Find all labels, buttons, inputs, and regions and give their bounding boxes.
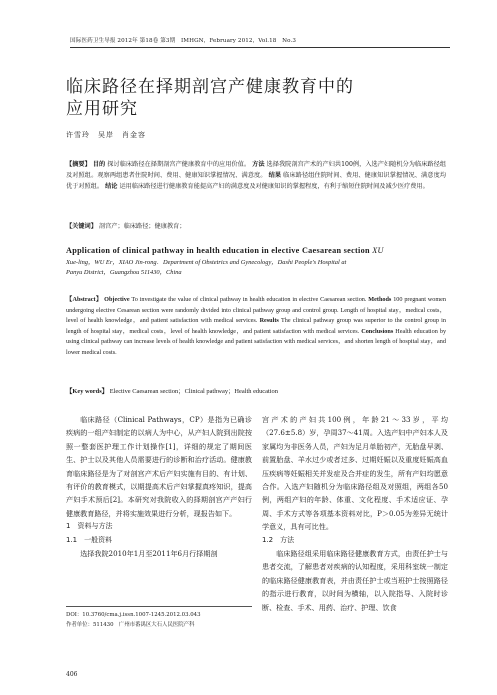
chinese-keywords: [66, 222, 446, 233]
english-keywords: [66, 386, 446, 395]
keywords-label: 【关键词】: [66, 223, 97, 230]
en-keywords-text: Elective Caesarean section；Clinical pathway；Health education: [109, 388, 278, 395]
intro-paragraph: 临床路径（Clinical Pathways，CP）是指为已确诊疾病的一组产妇制定的以病人为中心，从产妇人院到出院按照一整套医护理工作计划操作[1]，详细的规定了期间医生、护士以及其他人员需要进行的诊断和治疗活动。健康教育临床路径是为了对剖宫产术后产妇实施有目的、有计划、有评价的教育模式，以期提高术后产妇掌握真疼知识，提高产妇手术预后[2]。本研究对我院收入的择期剖宫产产妇行健康教育路径，并将实施效果进行分析，现报告如下。: [66, 415, 252, 518]
authors: 许雪玲 吴岸 肖金容: [66, 131, 146, 139]
en-methods-label: Methods: [368, 296, 392, 303]
english-title-text: Application of clinical pathway in health education in elective Caesarean section: [66, 246, 370, 255]
en-results-label: Results: [259, 317, 279, 325]
objective-label: 目的: [92, 161, 106, 168]
conclusion-label: 结论: [105, 182, 118, 190]
method-text: 选择我院剖宫产术的产妇共100例，入选产妇随机分为临床路径组及对照组。观察两组患者住院时间、费用、健康知识掌握情况、满意度。: [66, 161, 447, 179]
footnote: [66, 606, 252, 630]
english-title: [66, 246, 446, 255]
conclusion-text: 运用临床路径进行健康教育能提高产妇的满意度及对健康知识的掌握程度，有利于缩短住院时间及减少医疗费用。: [119, 182, 429, 190]
en-conclusions-label: Conclusions: [361, 327, 394, 335]
author-unit: 作者单位：511430 广州市番禺区大石人民医院产科: [66, 622, 195, 628]
section-heading-1: 1 资料与方法: [66, 522, 113, 531]
body-left-column: [66, 413, 252, 560]
general-data-continued: 宫产术的产妇共100例，年龄21～33岁，平均（27.6±5.8）岁，孕周37～41周。入选产妇中产妇本人及家属均为非医务人员，产妇为足月单胎初产，无胎盘早剥、前置胎盘、羊水过少或者过多、过期妊娠以及重度妊娠高血压疾病等妊娠相关并发症及合并症的发生，所有产妇均愿意合作。入选产妇随机分为临床路径组及对照组，两组各50例，两组产妇的年龄、体重、文化程度、手术适应证、孕周、手术方式等各项基本资料对比，P＞0.05为差异无统计学意义，具有可比性。: [262, 415, 448, 532]
en-abstract-label: 【Abstract】: [66, 296, 103, 303]
english-authors-line-2: Panyu District，Guangzhou 511430，China: [66, 269, 182, 276]
page-number: 406: [66, 671, 78, 678]
title-line-2: 应用研究: [66, 99, 138, 119]
en-objective-label: Objective: [104, 296, 130, 303]
en-objective-text: To investigate the value of clinical pathway in health education in elective Caesarean section.: [131, 296, 367, 303]
en-conclusions-text: Health education by using clinical pathway can increase levels of health knowledge and patient satisfaction with medical services，and shorten length of hospital stay，and lower medical costs.: [66, 327, 447, 356]
method-label: 方法: [252, 161, 265, 168]
chinese-abstract: [66, 160, 446, 192]
result-label: 结果: [268, 171, 282, 179]
doi: DOI：10.3760/cma.j.issn.1007-1245.2012.03.043: [66, 612, 201, 618]
article-title: [66, 76, 354, 120]
body-right-column: [262, 413, 448, 614]
english-authors: [66, 258, 446, 278]
result-text: 临床路径组住院时间、费用、健康知识掌握情况、满意度均优于对照组。: [66, 171, 447, 190]
section-heading-1-2: 1.2 方法: [262, 535, 295, 544]
title-line-1: 临床路径在择期剖宫产健康教育中的: [66, 77, 354, 97]
en-results-text: The clinical pathway group was superior to the control group in length of hospital stay，medical costs，level of health knowledge，and patient satisfaction with medical services.: [66, 317, 446, 335]
en-methods-text: 100 pregnant women undergoing elective Cesarean section were randomly divided into clinical pathway group and control group. Length of hospital stay，medical costs，level of health knowledge，and patient satisfaction with medical services.: [66, 296, 447, 325]
english-authors-line-1: Xue-ling，WU Er，XIAO Jin-rong．Department of Obstetrics and Gynecology，Dashi People's Hospital at: [66, 259, 347, 266]
keywords-text: 剖宫产；临床路径；健康教育；: [98, 223, 186, 230]
abstract-label: 【摘要】: [66, 161, 91, 168]
section-heading-1-1: 1.1 一般资料: [66, 535, 113, 544]
running-header: 国际医药卫生导报 2012年 第18卷 第3期 IMHGN，February 2012，Vol.18 No.3: [70, 36, 450, 48]
general-data-paragraph: 选择我院2010年1月至2011年6月行择期剖: [80, 549, 218, 559]
english-title-author: XU: [372, 246, 384, 255]
objective-text: 探讨临床路径在择期剖宫产健康教育中的应用价值。: [107, 161, 251, 168]
method-paragraph: 临床路径组采用临床路径健康教育方式，由责任护士与患者交流，了解患者对疾病的认知程度，采用科室统一制定的临床路径健康教育表，并由责任护士或当班护士按照路径的指示进行教育，以时间为横轴，以入院指导、入院时诊断、检查、手术、用药、治疗、护理、饮食: [262, 549, 448, 612]
en-keywords-label: 【Key words】: [66, 388, 109, 395]
english-abstract: [66, 295, 446, 359]
